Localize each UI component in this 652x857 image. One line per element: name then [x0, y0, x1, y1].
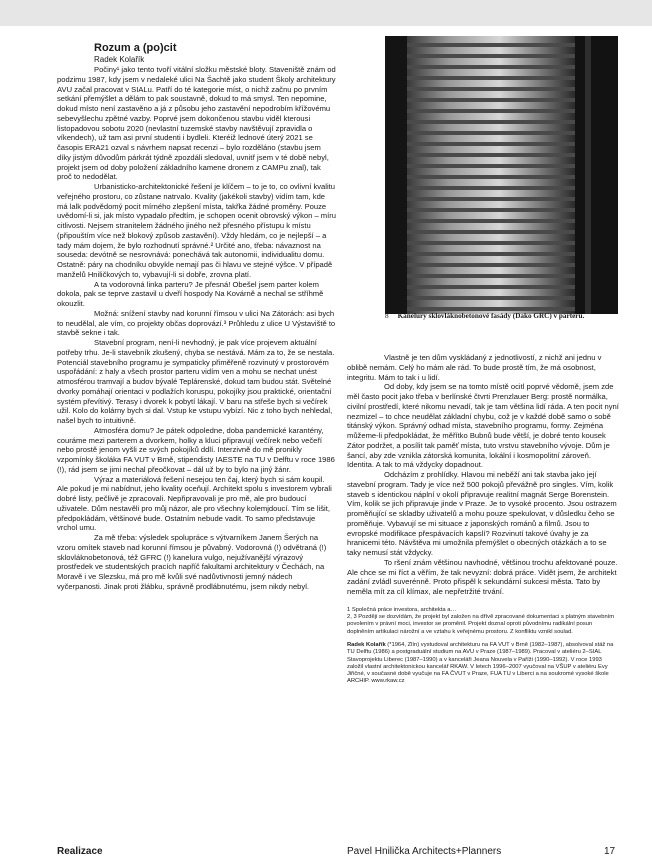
facade-flute [407, 124, 575, 131]
caption-text: Kanelury sklovláknobetonové fasády (Dako GRC) v parteru. [397, 312, 585, 320]
footer-publisher: Pavel Hnilička Architects+Planners [347, 846, 502, 857]
photo-caption [385, 312, 618, 321]
facade-flute [407, 234, 575, 241]
top-margin-bar [0, 0, 652, 26]
facade-groove [407, 142, 575, 146]
footnote-1: 1 Společná práce investora, architekta a… [347, 606, 457, 613]
facade-photo [385, 36, 618, 314]
facade-flute [407, 36, 575, 43]
paragraph-2: Urbanisticko-architektonické řešení je klíčem – to je to, co ovlivní kvalitu veřejného prostoru, co zůstane natrvalo. Kvality (jakékoli stavby) vidím tam, kde má lalk podvědomý pocit mírného zlepšení místa, takřka žádné proměny. Pouze uvědomí-li si, jak místo vypadalo předtím, je schopen ocenit obrovský výkon – míru citlivosti. Nejsem stranitelem žádného jiného než přesného přístupu k místu (připouštím více než blokový způsob zastavění). Vždy hledám, co je nejlepší – a tady mám dojem, že bylo rozhodnutí správné.² Určité ano, třeba: návaznost na souseda: devótně se nesrovnává: ponechává tak autonomii, individualitu domu. Ostatně: páry na chodníku obvykle nemají pas či hlavu ve stejné výšce. V případě manželů Hniličkových to, vybavují-li si dobře, zrovna platí. [57, 182, 336, 279]
facade-groove [407, 76, 575, 80]
facade-flute [407, 289, 575, 296]
paragraph-12: To ršení znám většinou navhodné, většinou trochu afektované pouze. Ale chce se mi říct a věřím, že tak nevyzní: dobrá práce. Vidět jsem, že architekt zadání zvládl suverénně. Proto přispěl k sekundární sukcesi města. Tato by neměla mít za cíl klímax, ale nepřetržité trvání. [347, 557, 618, 596]
bio-name: Radek Kolařík [347, 641, 386, 648]
facade-groove [407, 241, 575, 245]
facade-groove [407, 263, 575, 267]
facade-groove [407, 175, 575, 179]
facade-groove [407, 208, 575, 212]
facade-groove [407, 54, 575, 58]
page-number: 17 [604, 846, 616, 857]
page [0, 26, 652, 856]
facade-flute [407, 91, 575, 98]
facade-groove [407, 274, 575, 278]
facade-flute [407, 201, 575, 208]
paragraph-10: Od doby, kdy jsem se na tomto místě ocitl poprvé vědomě, jsem zde měl často pocit jako třeba v berlínské čtvrti Prenzlauer Berg: prostě normálka, civilní prostředí, které nikomu nevadí, tak je tam většina lidí ráda. A ten pocit nyní nezmizel – to chce neudělat základní chybu, což je v každé době samo o sobě titánský výkon. Správný odhad místa, stavebního programu, formy. Zejména můžeme-li předpokládat, že měřítko Bubnů bude větší, je dobré tento kousek Zátor podržet, a posílit tak paměť místa, tuto vrstvu stavebního vývoje. Dům je šancí, aby zde vznikla zátorská komunita, lokální i kosmopolitní zároveň. Identita. A tak to má vždycky dopadnout. [347, 382, 619, 470]
facade-groove [407, 131, 575, 135]
facade-groove [407, 252, 575, 256]
facade-flute [407, 168, 575, 175]
facade-groove [407, 43, 575, 47]
paragraph-9: Vlastně je ten dům vyskládaný z jednotlivostí, z nichž ani jednu v oblibě nemám. Celý ho mám ale rád. To bude prostě tím, že má osobnost, integritu. Mám to tak i u lidí. [347, 353, 602, 382]
facade-flute [407, 146, 575, 153]
facade-flute [407, 190, 575, 197]
caption-number: 8 [385, 312, 389, 320]
facade-groove [407, 197, 575, 201]
facade-flute [407, 223, 575, 230]
paragraph-11: Odcházím z prohlídky. Hlavou mi neběží ani tak stavba jako její stavební program. Tady je více než 500 pokojů převážně pro singles. Vím, kolik staveb s identickou náplní v okolí připravuje realitní magnát Serge Borenstein. Vím, kolik se jich připravuje jinde v Praze. Je to vysoké procento. Jsou ostrazem proměňující se skladby uživatelů a mohu pouze spekulovat, v důsledku čeho se proměňuje. Vybavují se mi situace z japonských románů a filmů. Jsou to evropské modifikace přespávacích kapslí? Rozvinutí takové úvahy je za hranicemi této. Návštěva mi umožnila přemýšlet o obecných otázkách a to se taky nemusí stát vždycky. [347, 470, 617, 557]
article-title: Rozum a (po)cit [94, 42, 177, 54]
facade-groove [407, 230, 575, 234]
article-author: Radek Kolařík [94, 55, 145, 64]
facade-flute [407, 267, 575, 274]
facade-groove [407, 120, 575, 124]
paragraph-4: Možná: snížení stavby nad korunní římsou v ulici Na Zátorách: asi bych to neudělal, ale vím, co projekty občas doprovází.³ Průhledu z ulice U Výstaviště to stavbě sekne i tak. [57, 308, 336, 338]
bio-text: (*1964, Zlín) vystudoval architekturu na FA VUT v Brně (1982–1987), absolvoval stáž na TU Delftu (1986) a postgraduální studium na AVU v Praze (1987–1989). Pracoval v ateliéru 2–SIAL Stavoprojektu Liberec (1987–1990) a v kanceláři Jeana Nouvela v Paříži (1990–1992). V roce 1993 založil vlastní architektonickou kancelář RKAW. V letech 1996–2007 vyučoval na VŠUP v ateliéru Evy Jiřičné, v současné době vyučuje na FA ČVUT v Praze, FUA TU v Liberci a na soukromé vysoké škole ARCHIP. www.rkaw.cz [347, 641, 614, 685]
facade-groove [407, 98, 575, 102]
right-column [347, 353, 619, 686]
facade-flute [407, 135, 575, 142]
paragraph-1: Počiny¹ jako tento tvoří vitální složku městské bloty. Staveniště znám od podzimu 1987, kdy jsem v nedaleké ulici Na Šachtě jako student Školy architektury AVU začal pracovat v SIALu. Patří do té kategorie míst, o nichž začnu po prvním setkání přemýšlet a dělám to pak soustavně, dokud to má smysl. Ten nepomine, dokud místo není zastavěno a já z působu jeho zastavění nepodrobím křížovému sebevyšlechu zpětné vazby. Poprvé jsem dokončenou stavbu viděl kterousi listopadovou sobotu 2020 (nevlastní tuzemské stavby navštěvují zpravidla o víkendech), už tam asi první studenti i bydleli. Kteréiž lednové úterý 2021 se časopis ERA21 ozval s návrhem napsat recenzi – bylo rozděláno (stavbu jsem díky jistým důvodům párkrát týdně zpozdáli sledoval, uvnitř jsem v té době nebyl, projekt jsem od doby položení základního kamene dronem z CAMPu znal), tak proč to nedodělat. [57, 65, 336, 182]
facade-groove [407, 296, 575, 300]
facade-groove [407, 153, 575, 157]
facade-groove [407, 87, 575, 91]
facade-flute [407, 69, 575, 76]
paragraph-8: Za mě třeba: výsledek spolupráce s výtvarníkem Janem Šerých na vzoru omítek staveb nad korunní římsou je půvabný. Vodorovná (!) odvětraná (!) sklovláknobetonová, též GFRC (!) kanelura vulgo, nejužívanější výrazový prostředek ve studentských pracích napříč fakultami architektury v Čechách, na Moravě i ve Slezsku, má pro mě kvůli své nadůvtivnosti jemný nádech vyčerpanosti. Jinak proti žlábku, správně prodlábnutému, jsem nikdy nebyl. [57, 533, 327, 591]
facade-flute [407, 157, 575, 164]
left-column [57, 42, 336, 592]
footnote-2: 2, 3 Později se dozvídám, že projekt byl založen na dřívě zpracované dokumentaci s platným stavebním povolením v právní moci, investor se proměnil. Projekt doznal oproti původnímu radikální posun doplněním artikulaci nárožní a ve vztahu k veřejnému prostoru. Z konfliktu vznikl soulad. [347, 614, 615, 635]
facade-flute [407, 245, 575, 252]
paragraph-5: Stavební program, není-li nevhodný, je pak více projevem aktuální potřeby trhu. Je-li stavebník zkušený, chyba se nestává. Mám za to, že se nestala. Potenciál stavebního programu je sympaticky přiměřeně rozvinutý v prostorovém uspořádání: z haly a všech prostor parteru vidím ven a mohu se nechat unést atmosférou tramvají a budov bývalé Teplárenské, dokud tam budou stát. Světelné dvorky pomáhají orientaci v podlažích koruspu, pokojíky jsou praktické, orientační systém převítivý. Terasy i dvorek k pobytí lákají. V baru na střeše bych si večírek užil. Kolo do kolárny bych si dal. Vstup ke vstupu vybízí. Nic z toho bych nehledal, našel bych to intuitivně. [57, 338, 335, 425]
facade-groove [407, 285, 575, 289]
facade-groove [407, 219, 575, 223]
facade-flute [407, 300, 575, 307]
facade-groove [407, 164, 575, 168]
author-bio [347, 642, 619, 686]
facade-groove [407, 307, 575, 311]
facade-flute [407, 47, 575, 54]
facade-flute [407, 278, 575, 285]
facade-groove [407, 65, 575, 69]
facade-flute [407, 80, 575, 87]
paragraph-3: A ta vodorovná linka parteru? Je přesná! Obešel jsem parter kolem dokola, pak se teprve zastavil u dveří hospody Na Kovárně a nechal se stříhmě okouzlit. [57, 279, 324, 308]
facade-flute [407, 58, 575, 65]
facade-flute [407, 113, 575, 120]
facade-flute [407, 179, 575, 186]
facade-groove [407, 109, 575, 113]
facade-photo-graphic [385, 36, 618, 314]
facade-flute [407, 256, 575, 263]
paragraph-7: Výraz a materiálová řešení nesejou ten čaj, který bych si sám koupil. Ale pokud je mi nabídnut, jeho kvality oceňují. Architekt spolu s investorem vybrali dobré listy, pečlivě je zpracovali. Nepřipravovali je pro mě, ale pro budoucí uživatele. Dům nestavěli pro můj názor, ale pro všechny kolemjdoucí. Tím se lišit, předpokládám, většinové bude. Ostatním nebude vadit. To samo představuje vrchol umu. [57, 474, 332, 533]
facade-flute [407, 102, 575, 109]
facade-groove [407, 186, 575, 190]
facade-flute [407, 212, 575, 219]
footer-section: Realizace [57, 846, 103, 857]
paragraph-6: Atmosféra domu? Je pátek odpoledne, doba pandemické karantény, couráme mezi parterem a dvorkem, holky a kluci připravují večírek nebo večeří nebo prostě jenom vyšli ze svých pokojíků ddlí. Interzivně do mě pronikly vzpomínky školáka FA VUT v Brně, stipendisty IAESTE na TU v Delftu v roce 1986 (!), rád jsem se jimi nechal přeočkovat – dál už by to bylo na jiný žánr. [57, 425, 335, 474]
